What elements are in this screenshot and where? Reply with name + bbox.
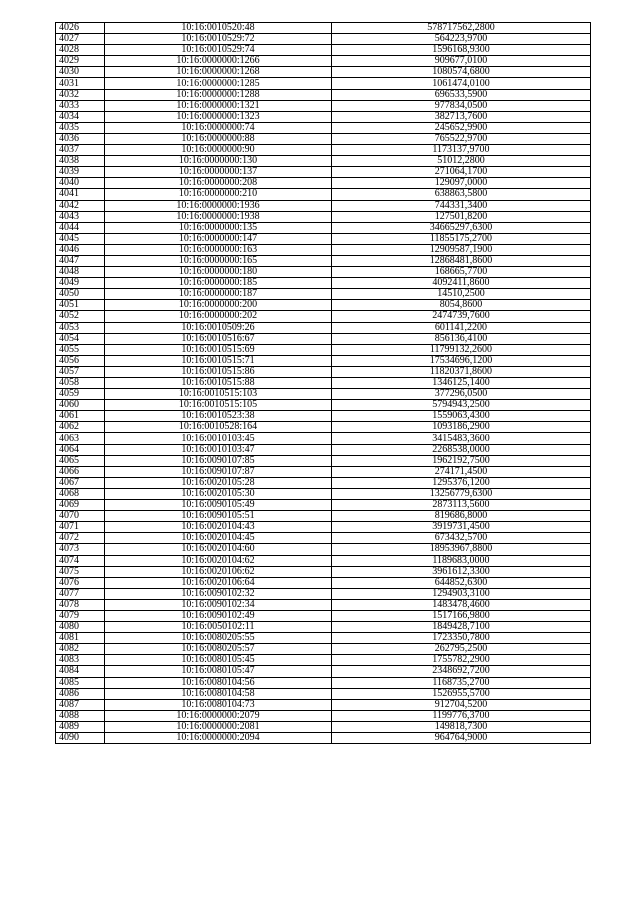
cadastral-number-cell: 10:16:0090105:49 xyxy=(105,500,332,511)
cadastral-number-cell: 10:16:0020105:28 xyxy=(105,477,332,488)
amount-cell: 1061474,0100 xyxy=(332,78,591,89)
amount-cell: 1517166,9800 xyxy=(332,610,591,621)
amount-cell: 3919731,4500 xyxy=(332,522,591,533)
cadastral-number-cell: 10:16:0010515:105 xyxy=(105,400,332,411)
row-number-cell: 4033 xyxy=(56,100,105,111)
cadastral-number-cell: 10:16:0000000:1936 xyxy=(105,200,332,211)
amount-cell: 245652,9900 xyxy=(332,122,591,133)
row-number-cell: 4074 xyxy=(56,555,105,566)
cadastral-number-cell: 10:16:0010523:38 xyxy=(105,411,332,422)
amount-cell: 1346125,1400 xyxy=(332,378,591,389)
row-number-cell: 4085 xyxy=(56,677,105,688)
row-number-cell: 4036 xyxy=(56,133,105,144)
amount-cell: 17534696,1200 xyxy=(332,355,591,366)
amount-cell: 644852,6300 xyxy=(332,577,591,588)
amount-cell: 564223,9700 xyxy=(332,34,591,45)
cadastral-number-cell: 10:16:0000000:1288 xyxy=(105,89,332,100)
row-number-cell: 4061 xyxy=(56,411,105,422)
cadastral-number-cell: 10:16:0000000:163 xyxy=(105,244,332,255)
cadastral-number-cell: 10:16:0080104:73 xyxy=(105,699,332,710)
cadastral-number-cell: 10:16:0090102:49 xyxy=(105,610,332,621)
amount-cell: 856136,4100 xyxy=(332,333,591,344)
table-row xyxy=(56,411,591,422)
amount-cell: 3415483,3600 xyxy=(332,433,591,444)
table-row xyxy=(56,433,591,444)
table-row xyxy=(56,333,591,344)
cadastral-number-cell: 10:16:0000000:137 xyxy=(105,167,332,178)
table-row xyxy=(56,721,591,732)
row-number-cell: 4043 xyxy=(56,211,105,222)
cadastral-number-cell: 10:16:0000000:2079 xyxy=(105,710,332,721)
cadastral-number-cell: 10:16:0080205:57 xyxy=(105,644,332,655)
amount-cell: 127501,8200 xyxy=(332,211,591,222)
row-number-cell: 4048 xyxy=(56,267,105,278)
table-row xyxy=(56,100,591,111)
table-row xyxy=(56,89,591,100)
table-row xyxy=(56,122,591,133)
amount-cell: 1295376,1200 xyxy=(332,477,591,488)
row-number-cell: 4044 xyxy=(56,222,105,233)
amount-cell: 34665297,6300 xyxy=(332,222,591,233)
table-row xyxy=(56,233,591,244)
row-number-cell: 4079 xyxy=(56,610,105,621)
table-row xyxy=(56,599,591,610)
cadastral-number-cell: 10:16:0080104:58 xyxy=(105,688,332,699)
cadastral-number-cell: 10:16:0020104:45 xyxy=(105,533,332,544)
cadastral-number-cell: 10:16:0010515:69 xyxy=(105,344,332,355)
amount-cell: 382713,7600 xyxy=(332,111,591,122)
row-number-cell: 4029 xyxy=(56,56,105,67)
amount-cell: 3961612,3300 xyxy=(332,566,591,577)
cadastral-number-cell: 10:16:0000000:147 xyxy=(105,233,332,244)
table-row xyxy=(56,555,591,566)
row-number-cell: 4042 xyxy=(56,200,105,211)
table-row xyxy=(56,511,591,522)
cadastral-number-cell: 10:16:0010529:74 xyxy=(105,45,332,56)
table-row xyxy=(56,677,591,688)
amount-cell: 262795,2500 xyxy=(332,644,591,655)
amount-cell: 168665,7700 xyxy=(332,267,591,278)
row-number-cell: 4087 xyxy=(56,699,105,710)
amount-cell: 271064,1700 xyxy=(332,167,591,178)
table-row xyxy=(56,133,591,144)
cadastral-number-cell: 10:16:0020106:64 xyxy=(105,577,332,588)
amount-cell: 2873113,5600 xyxy=(332,500,591,511)
table-row xyxy=(56,500,591,511)
row-number-cell: 4073 xyxy=(56,544,105,555)
table-row xyxy=(56,688,591,699)
amount-cell: 5794943,2500 xyxy=(332,400,591,411)
cadastral-number-cell: 10:16:0000000:1321 xyxy=(105,100,332,111)
row-number-cell: 4066 xyxy=(56,466,105,477)
cadastral-number-cell: 10:16:0000000:208 xyxy=(105,178,332,189)
amount-cell: 765522,9700 xyxy=(332,133,591,144)
cadastral-number-cell: 10:16:0090107:87 xyxy=(105,466,332,477)
amount-cell: 1849428,7100 xyxy=(332,622,591,633)
row-number-cell: 4049 xyxy=(56,278,105,289)
amount-cell: 149818,7300 xyxy=(332,721,591,732)
amount-cell: 1483478,4600 xyxy=(332,599,591,610)
table-row xyxy=(56,710,591,721)
row-number-cell: 4064 xyxy=(56,444,105,455)
cadastral-number-cell: 10:16:0090102:32 xyxy=(105,588,332,599)
row-number-cell: 4032 xyxy=(56,89,105,100)
amount-cell: 1168735,2700 xyxy=(332,677,591,688)
table-row xyxy=(56,23,591,34)
row-number-cell: 4030 xyxy=(56,67,105,78)
table-row xyxy=(56,267,591,278)
amount-cell: 51012,2800 xyxy=(332,156,591,167)
table-row xyxy=(56,699,591,710)
table-row xyxy=(56,244,591,255)
row-number-cell: 4040 xyxy=(56,178,105,189)
amount-cell: 909677,0100 xyxy=(332,56,591,67)
row-number-cell: 4026 xyxy=(56,23,105,34)
cadastral-number-cell: 10:16:0010509:26 xyxy=(105,322,332,333)
cadastral-number-cell: 10:16:0010515:71 xyxy=(105,355,332,366)
table-row xyxy=(56,444,591,455)
row-number-cell: 4069 xyxy=(56,500,105,511)
cadastral-number-cell: 10:16:0010520:48 xyxy=(105,23,332,34)
cadastral-number-cell: 10:16:0000000:180 xyxy=(105,267,332,278)
cadastral-number-cell: 10:16:0080205:55 xyxy=(105,633,332,644)
cadastral-number-cell: 10:16:0000000:1323 xyxy=(105,111,332,122)
table-row xyxy=(56,344,591,355)
amount-cell: 1755782,2900 xyxy=(332,655,591,666)
amount-cell: 11799132,2600 xyxy=(332,344,591,355)
row-number-cell: 4080 xyxy=(56,622,105,633)
cadastral-number-cell: 10:16:0000000:210 xyxy=(105,189,332,200)
amount-cell: 4092411,8600 xyxy=(332,278,591,289)
table-row xyxy=(56,633,591,644)
table-row xyxy=(56,56,591,67)
row-number-cell: 4078 xyxy=(56,599,105,610)
row-number-cell: 4035 xyxy=(56,122,105,133)
table-row xyxy=(56,289,591,300)
table-row xyxy=(56,200,591,211)
row-number-cell: 4037 xyxy=(56,145,105,156)
amount-cell: 377296,0500 xyxy=(332,389,591,400)
row-number-cell: 4084 xyxy=(56,666,105,677)
row-number-cell: 4055 xyxy=(56,344,105,355)
row-number-cell: 4067 xyxy=(56,477,105,488)
table-row xyxy=(56,400,591,411)
table-row xyxy=(56,455,591,466)
cadastral-number-cell: 10:16:0010515:103 xyxy=(105,389,332,400)
cadastral-number-cell: 10:16:0020104:43 xyxy=(105,522,332,533)
amount-cell: 14510,2500 xyxy=(332,289,591,300)
row-number-cell: 4071 xyxy=(56,522,105,533)
cadastral-number-cell: 10:16:0010515:88 xyxy=(105,378,332,389)
table-row xyxy=(56,655,591,666)
table-row xyxy=(56,544,591,555)
table-row xyxy=(56,378,591,389)
row-number-cell: 4051 xyxy=(56,300,105,311)
amount-cell: 638863,5800 xyxy=(332,189,591,200)
row-number-cell: 4090 xyxy=(56,733,105,744)
table-row xyxy=(56,67,591,78)
cadastral-number-cell: 10:16:0090107:85 xyxy=(105,455,332,466)
table-row xyxy=(56,477,591,488)
row-number-cell: 4063 xyxy=(56,433,105,444)
cadastral-number-cell: 10:16:0080105:45 xyxy=(105,655,332,666)
cadastral-number-cell: 10:16:0000000:130 xyxy=(105,156,332,167)
amount-cell: 11820371,8600 xyxy=(332,366,591,377)
cadastral-number-cell: 10:16:0020106:62 xyxy=(105,566,332,577)
amount-cell: 1723350,7800 xyxy=(332,633,591,644)
row-number-cell: 4054 xyxy=(56,333,105,344)
table-body xyxy=(56,23,591,744)
row-number-cell: 4062 xyxy=(56,422,105,433)
table-row xyxy=(56,644,591,655)
amount-cell: 964764,9000 xyxy=(332,733,591,744)
cadastral-number-cell: 10:16:0000000:2081 xyxy=(105,721,332,732)
amount-cell: 696533,5900 xyxy=(332,89,591,100)
cadastral-number-cell: 10:16:0080105:47 xyxy=(105,666,332,677)
row-number-cell: 4070 xyxy=(56,511,105,522)
cadastral-number-cell: 10:16:0000000:187 xyxy=(105,289,332,300)
amount-cell: 2474739,7600 xyxy=(332,311,591,322)
row-number-cell: 4031 xyxy=(56,78,105,89)
cadastral-number-cell: 10:16:0000000:200 xyxy=(105,300,332,311)
row-number-cell: 4065 xyxy=(56,455,105,466)
cadastral-number-cell: 10:16:0020104:60 xyxy=(105,544,332,555)
cadastral-number-cell: 10:16:0000000:90 xyxy=(105,145,332,156)
table-row xyxy=(56,145,591,156)
row-number-cell: 4047 xyxy=(56,255,105,266)
cadastral-number-cell: 10:16:0000000:74 xyxy=(105,122,332,133)
table-row xyxy=(56,622,591,633)
table-row xyxy=(56,322,591,333)
table-row xyxy=(56,167,591,178)
table-row xyxy=(56,533,591,544)
table-row xyxy=(56,488,591,499)
cadastral-number-cell: 10:16:0000000:1268 xyxy=(105,67,332,78)
row-number-cell: 4075 xyxy=(56,566,105,577)
table-row xyxy=(56,178,591,189)
table-row xyxy=(56,588,591,599)
amount-cell: 12868481,8600 xyxy=(332,255,591,266)
cadastral-number-cell: 10:16:0000000:1266 xyxy=(105,56,332,67)
cadastral-number-cell: 10:16:0010103:45 xyxy=(105,433,332,444)
row-number-cell: 4060 xyxy=(56,400,105,411)
amount-cell: 578717562,2800 xyxy=(332,23,591,34)
row-number-cell: 4045 xyxy=(56,233,105,244)
cadastral-number-cell: 10:16:0050102:11 xyxy=(105,622,332,633)
table-row xyxy=(56,156,591,167)
cadastral-number-cell: 10:16:0000000:165 xyxy=(105,255,332,266)
row-number-cell: 4052 xyxy=(56,311,105,322)
amount-cell: 744331,3400 xyxy=(332,200,591,211)
row-number-cell: 4058 xyxy=(56,378,105,389)
cadastral-number-cell: 10:16:0000000:1285 xyxy=(105,78,332,89)
table-row xyxy=(56,522,591,533)
cadastral-number-cell: 10:16:0010516:67 xyxy=(105,333,332,344)
cadastral-number-cell: 10:16:0000000:135 xyxy=(105,222,332,233)
amount-cell: 129097,0000 xyxy=(332,178,591,189)
cadastral-number-cell: 10:16:0010515:86 xyxy=(105,366,332,377)
amount-cell: 8054,8600 xyxy=(332,300,591,311)
row-number-cell: 4059 xyxy=(56,389,105,400)
row-number-cell: 4028 xyxy=(56,45,105,56)
data-table xyxy=(55,22,591,744)
amount-cell: 1962192,7500 xyxy=(332,455,591,466)
amount-cell: 1526955,5700 xyxy=(332,688,591,699)
cadastral-number-cell: 10:16:0090102:34 xyxy=(105,599,332,610)
table-row xyxy=(56,733,591,744)
amount-cell: 2268538,0000 xyxy=(332,444,591,455)
amount-cell: 13256779,6300 xyxy=(332,488,591,499)
cadastral-number-cell: 10:16:0090105:51 xyxy=(105,511,332,522)
row-number-cell: 4068 xyxy=(56,488,105,499)
amount-cell: 11855175,2700 xyxy=(332,233,591,244)
table-row xyxy=(56,311,591,322)
amount-cell: 1559063,4300 xyxy=(332,411,591,422)
row-number-cell: 4038 xyxy=(56,156,105,167)
amount-cell: 12909587,1900 xyxy=(332,244,591,255)
table-row xyxy=(56,111,591,122)
row-number-cell: 4039 xyxy=(56,167,105,178)
row-number-cell: 4082 xyxy=(56,644,105,655)
row-number-cell: 4041 xyxy=(56,189,105,200)
table-row xyxy=(56,189,591,200)
cadastral-number-cell: 10:16:0000000:1938 xyxy=(105,211,332,222)
cadastral-number-cell: 10:16:0020105:30 xyxy=(105,488,332,499)
row-number-cell: 4056 xyxy=(56,355,105,366)
amount-cell: 601141,2200 xyxy=(332,322,591,333)
row-number-cell: 4046 xyxy=(56,244,105,255)
amount-cell: 1080574,6800 xyxy=(332,67,591,78)
amount-cell: 1093186,2900 xyxy=(332,422,591,433)
table-row xyxy=(56,255,591,266)
cadastral-number-cell: 10:16:0010528:164 xyxy=(105,422,332,433)
amount-cell: 18953967,8800 xyxy=(332,544,591,555)
row-number-cell: 4086 xyxy=(56,688,105,699)
row-number-cell: 4053 xyxy=(56,322,105,333)
table-row xyxy=(56,666,591,677)
amount-cell: 1189683,0000 xyxy=(332,555,591,566)
row-number-cell: 4088 xyxy=(56,710,105,721)
table-row xyxy=(56,34,591,45)
cadastral-number-cell: 10:16:0000000:202 xyxy=(105,311,332,322)
table-row xyxy=(56,78,591,89)
amount-cell: 1294903,3100 xyxy=(332,588,591,599)
table-row xyxy=(56,422,591,433)
cadastral-number-cell: 10:16:0000000:185 xyxy=(105,278,332,289)
table-row xyxy=(56,300,591,311)
table-row xyxy=(56,366,591,377)
table-row xyxy=(56,222,591,233)
amount-cell: 1199776,3700 xyxy=(332,710,591,721)
row-number-cell: 4057 xyxy=(56,366,105,377)
row-number-cell: 4050 xyxy=(56,289,105,300)
cadastral-number-cell: 10:16:0010529:72 xyxy=(105,34,332,45)
row-number-cell: 4034 xyxy=(56,111,105,122)
cadastral-number-cell: 10:16:0020104:62 xyxy=(105,555,332,566)
amount-cell: 1173137,9700 xyxy=(332,145,591,156)
table-row xyxy=(56,355,591,366)
amount-cell: 274171,4500 xyxy=(332,466,591,477)
amount-cell: 673432,5700 xyxy=(332,533,591,544)
amount-cell: 977834,0500 xyxy=(332,100,591,111)
row-number-cell: 4076 xyxy=(56,577,105,588)
table-row xyxy=(56,278,591,289)
row-number-cell: 4081 xyxy=(56,633,105,644)
table-row xyxy=(56,577,591,588)
row-number-cell: 4089 xyxy=(56,721,105,732)
cadastral-number-cell: 10:16:0080104:56 xyxy=(105,677,332,688)
table-row xyxy=(56,45,591,56)
row-number-cell: 4083 xyxy=(56,655,105,666)
table-row xyxy=(56,389,591,400)
cadastral-number-cell: 10:16:0000000:88 xyxy=(105,133,332,144)
row-number-cell: 4077 xyxy=(56,588,105,599)
cadastral-number-cell: 10:16:0010103:47 xyxy=(105,444,332,455)
cadastral-number-cell: 10:16:0000000:2094 xyxy=(105,733,332,744)
row-number-cell: 4027 xyxy=(56,34,105,45)
table-row xyxy=(56,211,591,222)
table-row xyxy=(56,466,591,477)
amount-cell: 1596168,9300 xyxy=(332,45,591,56)
row-number-cell: 4072 xyxy=(56,533,105,544)
amount-cell: 819686,8000 xyxy=(332,511,591,522)
amount-cell: 2348692,7200 xyxy=(332,666,591,677)
table-row xyxy=(56,610,591,621)
amount-cell: 912704,5200 xyxy=(332,699,591,710)
table-row xyxy=(56,566,591,577)
